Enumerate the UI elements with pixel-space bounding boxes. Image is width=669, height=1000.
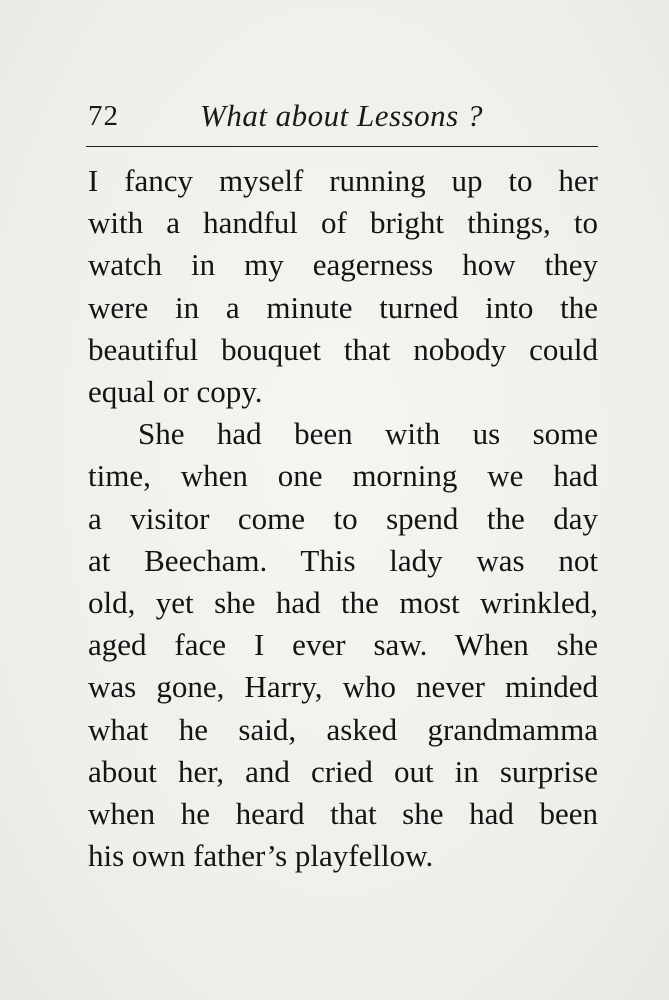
- running-title: What about Lessons ?: [200, 98, 483, 133]
- text-line: a visitor come to spend the day: [88, 500, 598, 536]
- text-line: when he heard that she had been: [88, 796, 598, 832]
- text-line: time, when one morning we had: [88, 458, 598, 494]
- paragraph-1: [88, 160, 598, 413]
- text-line: aged face I ever saw. When she: [88, 627, 598, 663]
- text-line: old, yet she had the most wrinkled,: [88, 585, 598, 621]
- page-number: 72: [88, 100, 119, 132]
- text-line: his own father’s playfellow.: [88, 838, 434, 874]
- text-line: what he said, asked grandmamma: [88, 711, 598, 747]
- running-head: [88, 96, 598, 136]
- paragraph-2: [88, 413, 598, 877]
- text-line: She had been with us some: [138, 416, 598, 452]
- text-line: about her, and cried out in surprise: [88, 753, 598, 789]
- text-line: I fancy myself running up to her: [88, 163, 598, 198]
- body-text: [88, 160, 598, 877]
- text-line: was gone, Harry, who never minded: [88, 669, 598, 705]
- text-line: were in a minute turned into the: [88, 289, 598, 325]
- header-rule: [86, 146, 598, 147]
- text-line: watch in my eagerness how they: [88, 247, 598, 283]
- text-line: beautiful bouquet that nobody could: [88, 331, 598, 367]
- text-line: at Beecham. This lady was not: [88, 542, 598, 578]
- text-line: equal or copy.: [88, 374, 263, 410]
- text-line: with a handful of bright things, to: [88, 205, 598, 241]
